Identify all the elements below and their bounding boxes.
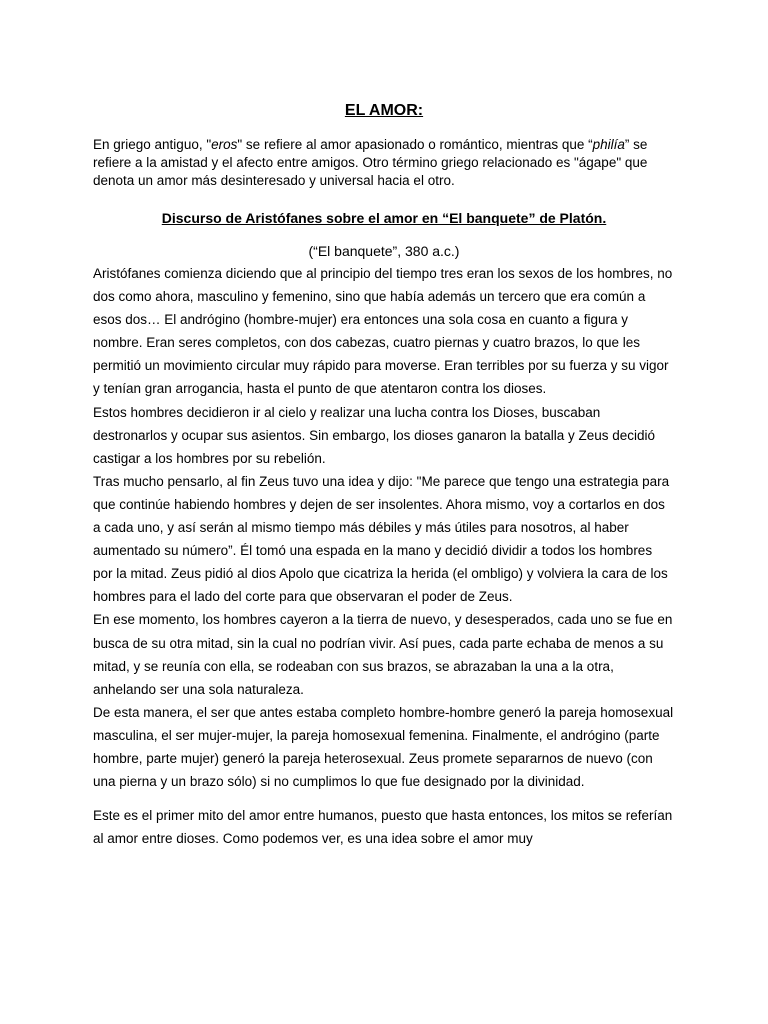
- body-paragraph: Aristófanes comienza diciendo que al principio del tiempo tres eran los sexos de los hombres, no dos como ahora, masculino y femenino, sino que había además un tercero que era común a esos dos… El andrógino (hombre-mujer) era entonces una sola cosa en cuanto a figura y nombre. Eran seres completos, con dos cabezas, cuatro piernas y cuatro brazos, lo que les permitió un movimiento circular muy rápido para moverse. Eran terribles por su fuerza y su vigor y tenían gran arrogancia, hasta el punto de que atentaron contra los dioses.: [93, 266, 673, 397]
- body-paragraph: En ese momento, los hombres cayeron a la tierra de nuevo, y desesperados, cada uno se fue en busca de su otra mitad, sin la cual no podrían vivir. Así pues, cada parte echaba de menos a su mitad, y se reunía con ella, se rodeaban con sus brazos, se abrazaban la una a la otra, anhelando ser una sola naturaleza.: [93, 612, 673, 697]
- closing-paragraph: Este es el primer mito del amor entre humanos, puesto que hasta entonces, los mitos se referían al amor entre dioses. Como podemos ver, es una idea sobre el amor muy: [93, 808, 673, 847]
- intro-text-2: " se refiere al amor apasionado o romántico, mientras que “: [237, 137, 593, 152]
- intro-paragraph: [93, 136, 675, 190]
- body-paragraph: De esta manera, el ser que antes estaba completo hombre-hombre generó la pareja homosexual masculina, el ser mujer-mujer, la pareja homosexual femenina. Finalmente, el andrógino (parte hombre, parte mujer) generó la pareja heterosexual. Zeus promete separarnos de nuevo (con una pierna y un brazo sólo) si no cumplimos lo que fue designado por la divinidad.: [93, 704, 674, 790]
- document-page: [93, 100, 675, 850]
- section-date: (“El banquete”, 380 a.c.): [308, 243, 460, 259]
- intro-term-philia: philía: [592, 137, 625, 152]
- intro-term-eros: eros: [211, 137, 238, 152]
- body-paragraph: Tras mucho pensarlo, al fin Zeus tuvo una idea y dijo: "Me parece que tengo una estrategia para que continúe habiendo hombres y dejen de ser insolentes. Ahora mismo, voy a cortarlos en dos a cada uno, y así serán al mismo tiempo más débiles y más útiles para nosotros, al haber aumentado su número”. Él tomó una espada en la mano y decidió dividir a todos los hombres por la mitad. Zeus pidió al dios Apolo que cicatriza la herida (el ombligo) y volviera la cara de los hombres para el lado del corte para que observaran el poder de Zeus.: [93, 473, 670, 605]
- document-title: EL AMOR:: [344, 102, 424, 119]
- body-paragraph: Estos hombres decidieron ir al cielo y realizar una lucha contra los Dioses, buscaban destronarlos y ocupar sus asientos. Sin embargo, los dioses ganaron la batalla y Zeus decidió castigar a los hombres por su rebelión.: [93, 404, 656, 466]
- intro-text-1: En griego antiguo, ": [93, 137, 212, 152]
- intro-text-3: ” se refiere a la amistad y el afecto entre amigos. Otro término griego relacionado es "ágape" que denota un amor más desinteresado y universal hacia el otro.: [93, 137, 648, 188]
- section-title: Discurso de Aristófanes sobre el amor en “El banquete” de Platón.: [161, 210, 607, 226]
